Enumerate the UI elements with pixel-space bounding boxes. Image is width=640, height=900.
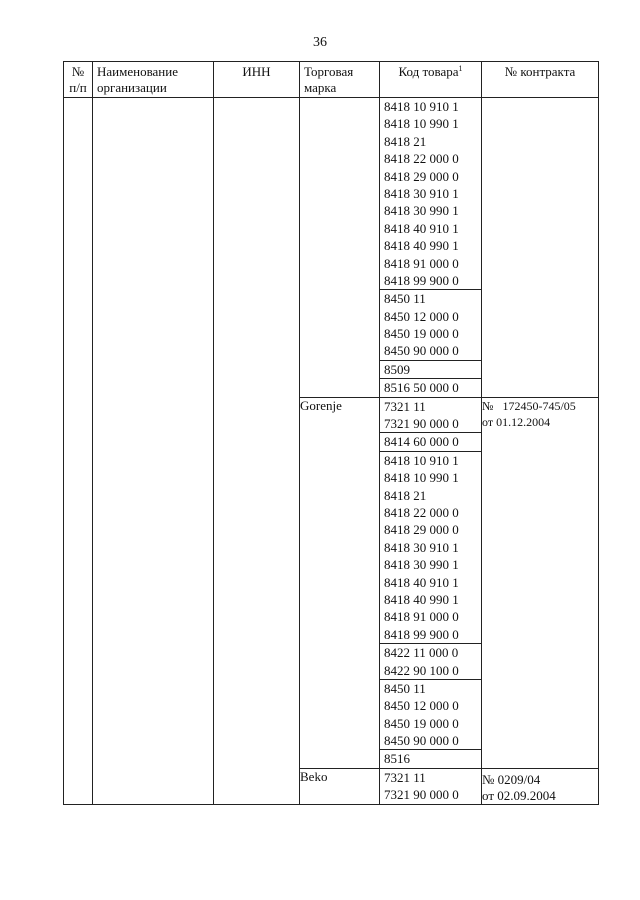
product-code: 8418 29 000 0 — [384, 522, 459, 538]
product-code: 8418 40 990 1 — [384, 238, 459, 254]
product-code: 8418 22 000 0 — [384, 504, 459, 520]
code-group — [380, 289, 481, 360]
code-group — [380, 679, 481, 750]
contract-number: № 0209/04 — [482, 771, 541, 787]
product-code: 8418 91 000 0 — [384, 255, 459, 271]
header-inn: ИНН — [214, 62, 300, 98]
contract-number: № 172450-745/05 — [482, 398, 576, 413]
code-group — [380, 451, 481, 643]
product-codes-cell — [380, 768, 482, 804]
number-cell — [64, 98, 93, 805]
code-group — [380, 432, 481, 450]
contract-cell — [482, 397, 599, 768]
product-code: 7321 90 000 0 — [384, 416, 459, 432]
contract-date: от 02.09.2004 — [482, 787, 556, 803]
product-code: 8418 10 990 1 — [384, 116, 459, 132]
product-code: 8450 12 000 0 — [384, 698, 459, 714]
product-code: 8418 99 900 0 — [384, 272, 459, 288]
product-code: 8418 91 000 0 — [384, 609, 459, 625]
code-group — [380, 360, 481, 378]
contract-cell — [482, 768, 599, 804]
product-code: 8450 12 000 0 — [384, 308, 459, 324]
product-code: 8450 11 — [384, 291, 426, 307]
product-code: 7321 11 — [384, 398, 426, 414]
product-code: 8450 90 000 0 — [384, 343, 459, 359]
product-code: 8450 90 000 0 — [384, 733, 459, 749]
code-group — [380, 749, 481, 767]
product-code: 8422 90 100 0 — [384, 662, 459, 678]
header-brand: Торговая марка — [300, 62, 380, 98]
product-code: 8516 50 000 0 — [384, 380, 459, 396]
product-code: 8418 30 910 1 — [384, 185, 459, 201]
product-code: 8418 10 910 1 — [384, 452, 459, 468]
product-code: 7321 90 000 0 — [384, 787, 459, 803]
page-number: 36 — [313, 35, 327, 50]
product-code: 8450 11 — [384, 680, 426, 696]
organization-cell — [93, 98, 214, 805]
code-group — [380, 643, 481, 679]
product-code: 8509 — [384, 361, 410, 377]
code-group — [380, 378, 481, 396]
product-code: 8418 30 990 1 — [384, 203, 459, 219]
footnote-marker: 1 — [458, 64, 463, 73]
product-code: 8450 19 000 0 — [384, 715, 459, 731]
registry-table — [63, 61, 599, 805]
product-code: 8422 11 000 0 — [384, 645, 459, 661]
product-code: 8418 40 910 1 — [384, 220, 459, 236]
product-code: 8418 21 — [384, 133, 427, 149]
product-code: 8418 30 990 1 — [384, 557, 459, 573]
code-group — [380, 769, 481, 804]
product-code: 8450 19 000 0 — [384, 326, 459, 342]
product-code: 8418 10 910 1 — [384, 99, 459, 114]
brand-cell: Gorenje — [300, 397, 380, 768]
brand-cell: Beko — [300, 768, 380, 804]
table-header-row — [64, 62, 599, 98]
product-code: 7321 11 — [384, 769, 426, 785]
product-code: 8418 40 990 1 — [384, 591, 459, 607]
product-code: 8418 40 910 1 — [384, 574, 459, 590]
contract-date: от 01.12.2004 — [482, 414, 551, 429]
product-code: 8418 22 000 0 — [384, 151, 459, 167]
header-number: № п/п — [64, 62, 93, 98]
product-code: 8516 — [384, 751, 410, 767]
header-product-code: Код товара$^1$ — [380, 62, 482, 98]
code-group — [380, 398, 481, 433]
product-code: 8418 21 — [384, 487, 427, 503]
product-code: 8414 60 000 0 — [384, 434, 459, 450]
header-organization: Наименование организации — [93, 62, 214, 98]
table-row — [64, 98, 599, 398]
product-codes-cell — [380, 98, 482, 398]
product-code: 8418 29 000 0 — [384, 168, 459, 184]
product-codes-cell — [380, 397, 482, 768]
product-code: 8418 10 990 1 — [384, 470, 459, 486]
brand-cell — [300, 98, 380, 398]
product-code: 8418 30 910 1 — [384, 539, 459, 555]
inn-cell — [214, 98, 300, 805]
product-code: 8418 99 900 0 — [384, 626, 459, 642]
header-contract: № контракта — [482, 62, 599, 98]
contract-cell — [482, 98, 599, 398]
code-group — [380, 98, 481, 289]
